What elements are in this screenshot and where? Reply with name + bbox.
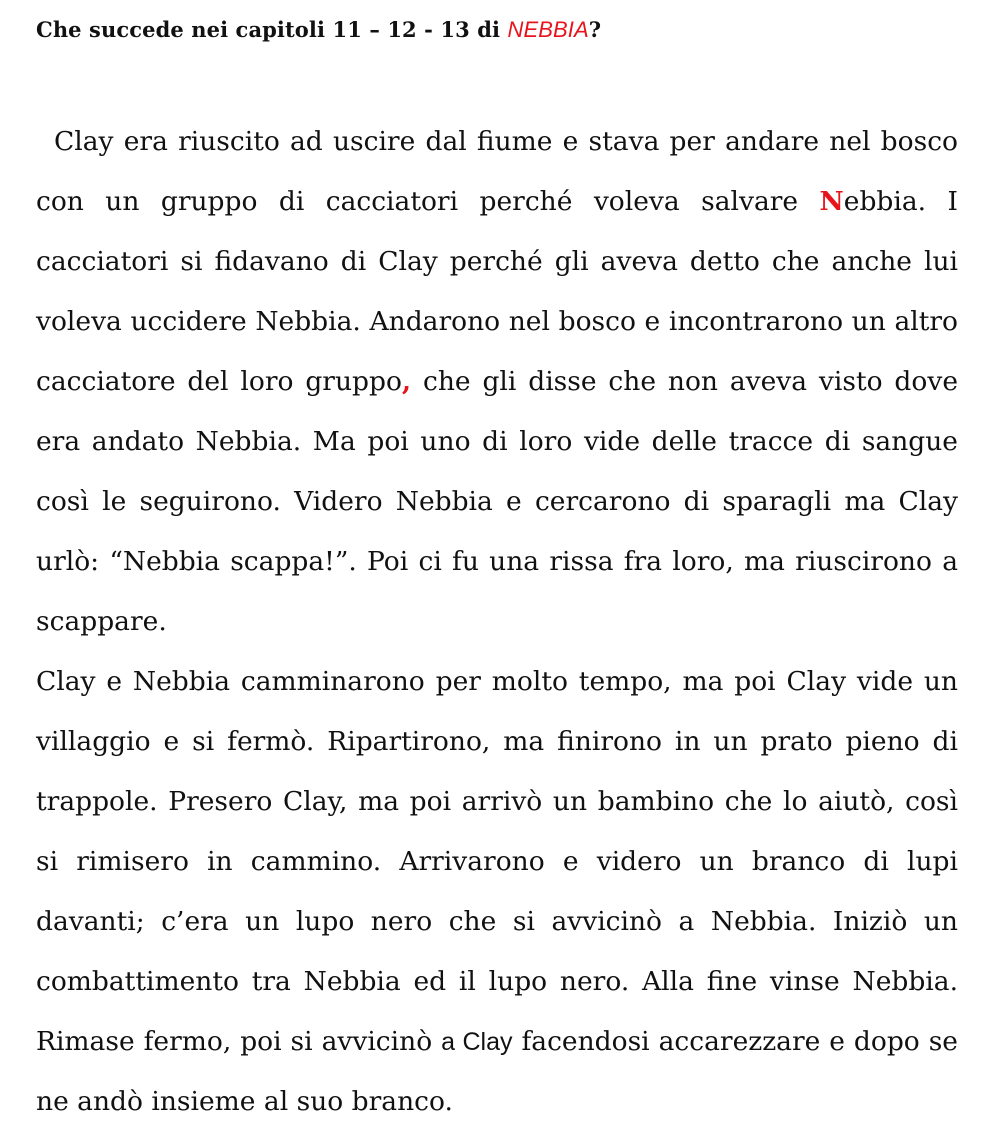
paragraph-1-red-initial: N <box>819 186 844 217</box>
paragraph-2-part-2: facendosi accarezzare e dopo se ne andò insieme al suo branco. <box>36 1026 958 1117</box>
paragraph-1-part-3: che gli disse che non aveva visto dove era andato Nebbia. Ma poi uno di loro vide delle tracce di sangue così le seguirono. Videro Nebbia e cercarono di sparagli ma Clay urlò: “Nebbia scappa!”. Poi ci fu una rissa fra loro, ma riuscirono a scappare. <box>36 366 959 637</box>
document-body <box>36 112 958 1132</box>
paragraph-1-part-1: Clay era riuscito ad uscire dal fiume e stava per andare nel bosco con un gruppo di cacciatori perché voleva salvare <box>36 126 958 217</box>
heading-prefix: Che succede nei capitoli 11 – 12 - 13 di <box>36 17 508 42</box>
paragraph-2 <box>36 652 958 1132</box>
document-heading <box>36 14 601 46</box>
heading-book-title: NEBBIA <box>507 17 589 42</box>
heading-suffix: ? <box>588 17 602 42</box>
paragraph-1 <box>36 112 958 652</box>
paragraph-1-part-2: ebbia. I cacciatori si fidavano di Clay perché gli aveva detto che anche lui voleva uccidere Nebbia. Andarono nel bosco e incontrarono un altro cacciatore del loro gruppo <box>36 186 958 397</box>
paragraph-2-inline-sans: a Clay <box>441 1028 513 1056</box>
paragraph-1-red-comma: , <box>401 366 412 397</box>
paragraph-2-part-1: Clay e Nebbia camminarono per molto tempo, ma poi Clay vide un villaggio e si fermò. Ripartirono, ma finirono in un prato pieno di trappole. Presero Clay, ma poi arrivò un bambino che lo aiutò, così si rimisero in cammino. Arrivarono e videro un branco di lupi davanti; c’era un lupo nero che si avvicinò a Nebbia. Iniziò un combattimento tra Nebbia ed il lupo nero. Alla fine vinse Nebbia. Rimase fermo, poi si avvicinò <box>36 666 958 1057</box>
